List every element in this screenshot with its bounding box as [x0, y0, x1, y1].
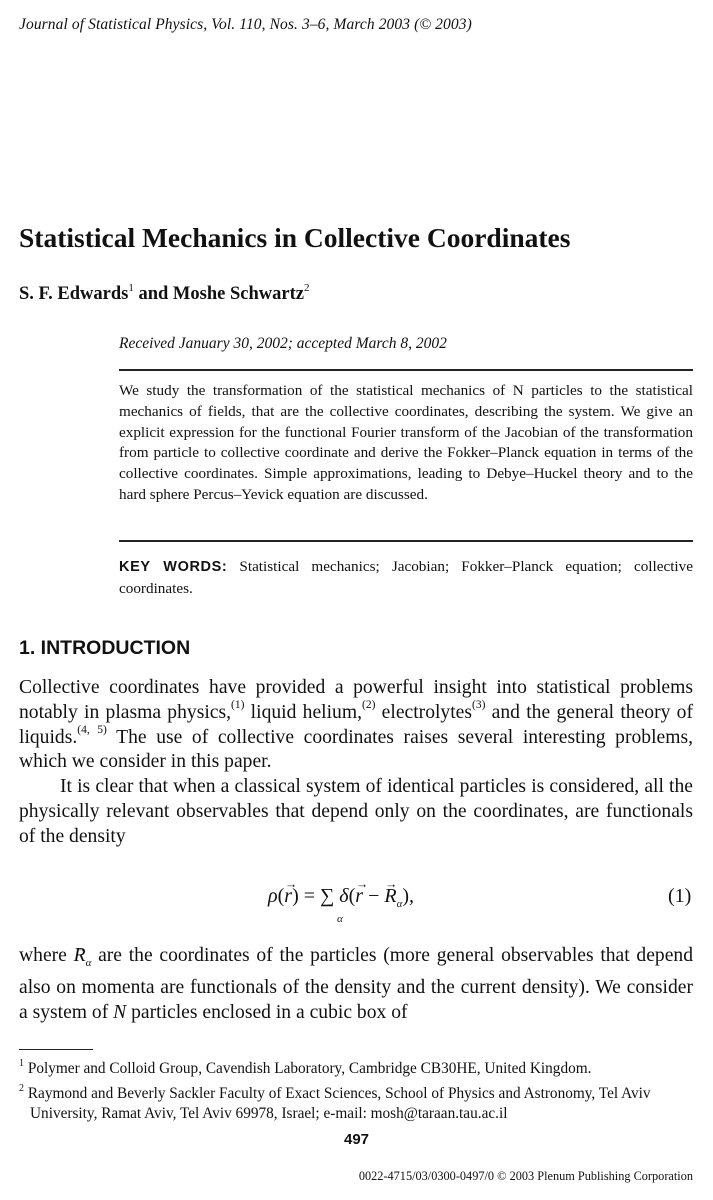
- intro-paragraph-1: [19, 676, 693, 775]
- equation-symbol: (: [348, 885, 356, 907]
- footnote-text: Raymond and Beverly Sackler Faculty of Exact Sciences, School of Physics and Astronomy, Tel Aviv University, Ramat Aviv, Tel Aviv 69978, Israel; e-mail: mosh@taraan.tau.ac.il: [24, 1084, 651, 1123]
- copyright-line: 0022-4715/03/0300-0497/0 © 2003 Plenum Publishing Corporation: [358, 1169, 693, 1183]
- paragraph-text: electrolytes: [375, 701, 472, 723]
- author-affiliation-marker: 2: [303, 282, 310, 294]
- abstract-bottom-rule: [119, 540, 693, 542]
- inline-subscript: α: [85, 956, 92, 969]
- journal-header: Journal of Statistical Physics, Vol. 110, Nos. 3–6, March 2003 (© 2003): [19, 16, 472, 33]
- equation-sum-index: α: [337, 913, 343, 925]
- abstract-top-rule: [119, 369, 693, 371]
- paragraph-text: The use of collective coordinates raises several interesting problems, which we consider in this paper.: [19, 726, 693, 773]
- equation-symbol: ),: [402, 885, 415, 907]
- equation-vector: → r: [355, 885, 363, 908]
- equation-subscript: α: [396, 898, 403, 910]
- paragraph-text: Collective coordinates have provided a powerful insight into statistical problems notably in plasma physics,: [19, 677, 693, 723]
- citation-ref: (2): [362, 699, 376, 712]
- paragraph-text: particles enclosed in a cubic box of: [126, 1001, 408, 1023]
- author-conjunction: and: [133, 284, 173, 305]
- equation-symbol: ) =: [292, 885, 321, 907]
- footnotes: [19, 1055, 693, 1125]
- footnote-rule: [19, 1049, 93, 1050]
- equation-symbol: δ: [339, 885, 349, 907]
- footnote-marker: 1: [19, 1058, 24, 1069]
- received-dates: Received January 30, 2002; accepted March 8, 2002: [119, 335, 447, 352]
- footnote-marker: 2: [19, 1082, 24, 1094]
- equation-sum: ∑: [320, 885, 335, 907]
- citation-ref: (1): [231, 699, 245, 712]
- equation-vector: → R: [384, 885, 396, 908]
- footnote-2: [19, 1080, 693, 1125]
- inline-vector: → R: [74, 944, 86, 969]
- equation-vector: → r: [284, 885, 292, 908]
- footnote-1: [19, 1055, 693, 1080]
- intro-paragraph-2: It is clear that when a classical system of identical particles is considered, all the physically relevant observables that depend only on the coordinates, are functionals of the density: [19, 776, 693, 847]
- equation-number: (1): [668, 885, 692, 907]
- abstract: We study the transformation of the statistical mechanics of N particles to the statistical mechanics of fields, that are the collective coordinates, describing the system. We give an explicit expression for the functional Fourier transform of the Jacobian of the transformation from particle to collective coordinate and derive the Fokker–Planck equation in terms of the collective coordinates. Simple approximations, leading to Debye–Huckel theory and to the hard sphere Percus–Yevick equation are discussed.: [119, 382, 693, 503]
- author-schwartz: Moshe Schwartz: [172, 284, 304, 305]
- paper-title: Statistical Mechanics in Collective Coordinates: [19, 222, 571, 253]
- citation-ref: (4, 5): [77, 724, 107, 737]
- paragraph-text: liquid helium,: [244, 701, 362, 723]
- equation-1: [268, 885, 414, 910]
- author-edwards: S. F. Edwards: [19, 284, 129, 305]
- equation-symbol: −: [363, 885, 385, 907]
- page-number: 497: [343, 1131, 370, 1148]
- inline-symbol: N: [113, 1001, 127, 1023]
- author-line: [19, 283, 309, 305]
- keywords-text: Statistical mechanics; Jacobian; Fokker–Planck equation; collective coordinates.: [119, 558, 693, 597]
- keywords: [119, 556, 693, 599]
- equation-symbol: (: [277, 885, 285, 907]
- keywords-label: KEY WORDS:: [119, 559, 228, 575]
- paragraph-text: are the coordinates of the particles (more general observables that depend also on momenta are functionals of the density and the current density). We consider a system of: [19, 945, 693, 1023]
- author-affiliation-marker: 1: [128, 282, 134, 294]
- intro-paragraph-3: [19, 944, 693, 1025]
- section-heading: 1. INTRODUCTION: [19, 637, 191, 659]
- footnote-text: Polymer and Colloid Group, Cavendish Laboratory, Cambridge CB30HE, United Kingdom.: [24, 1060, 592, 1078]
- equation-symbol: ρ: [268, 885, 278, 907]
- citation-ref: (3): [472, 699, 486, 712]
- paragraph-text: where: [19, 945, 74, 966]
- paragraph-text: and the general theory of liquids.: [19, 701, 694, 748]
